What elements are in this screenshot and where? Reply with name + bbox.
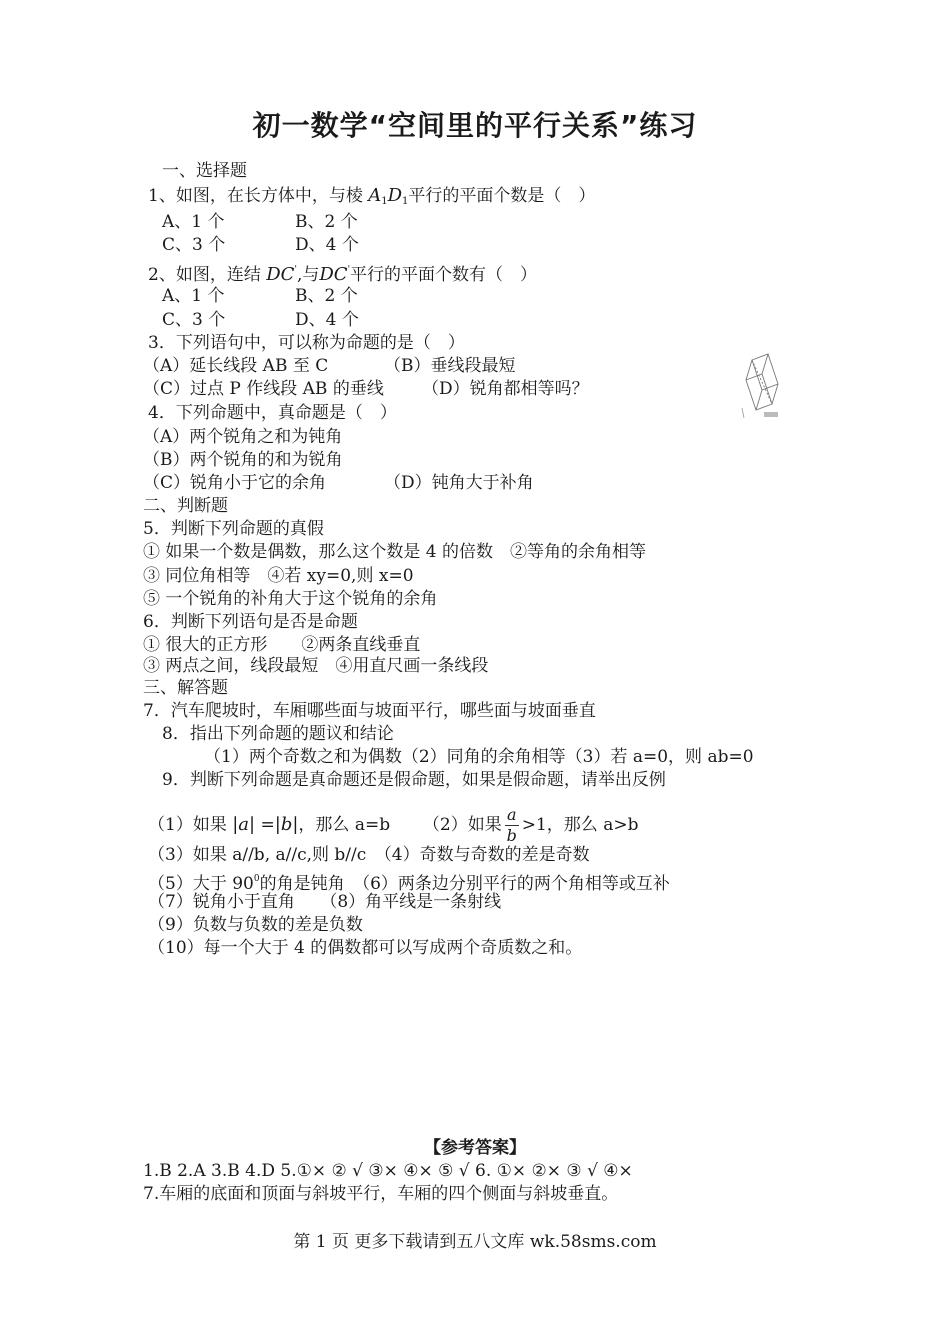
section-answer: 三、解答题 — [143, 678, 228, 698]
question-6-line-2: ③ 两点之间，线段最短 ④用直尺画一条线段 — [143, 656, 489, 676]
question-9-line-7: （10）每一个大于 4 的偶数都可以写成两个奇质数之和。 — [148, 938, 583, 958]
question-3-option-d: （D）锐角都相等吗？ — [422, 379, 589, 399]
answers-line-2: 7.车厢的底面和顶面与斜坡平行，车厢的四个侧面与斜坡垂直。 — [143, 1184, 619, 1204]
question-6: 6．判断下列语句是否是命题 — [143, 612, 358, 632]
question-5: 5．判断下列命题的真假 — [143, 519, 324, 539]
question-9-line-3: （3）如果 a//b, a//c,则 b//c （4）奇数与奇数的差是奇数 — [148, 845, 590, 865]
question-7: 7．汽车爬坡时，车厢哪些面与坡面平行，哪些面与坡面垂直 — [143, 701, 596, 721]
section-judgement: 二、判断题 — [143, 496, 228, 516]
question-1-option-c: C、3 个 — [162, 235, 226, 255]
question-3-option-c: （C）过点 P 作线段 AB 的垂线 — [143, 379, 384, 399]
question-5-line-1: ① 如果一个数是偶数，那么这个数是 4 的倍数 ②等角的余角相等 — [143, 542, 647, 562]
question-9-line-6: （9）负数与负数的差是负数 — [148, 915, 363, 935]
answers-line-1: 1.B 2.A 3.B 4.D 5.①× ② √ ③× ④× ⑤ √ 6. ①× ②× ③ √ ④× — [143, 1161, 633, 1181]
question-2: 2、如图，连结 DC',与DC'平行的平面个数有（ ） — [148, 264, 538, 285]
question-3-option-b: （B）垂线段最短 — [384, 356, 516, 376]
question-1: 1、如图，在长方体中，与棱 $A_1D_1$平行的平面个数是（ ） — [148, 185, 596, 207]
question-8: 8．指出下列命题的题议和结论 — [162, 724, 394, 744]
question-2-option-a: A、1 个 — [162, 286, 225, 306]
question-1-option-a: A、1 个 — [162, 212, 225, 232]
question-4-option-b: （B）两个锐角的和为锐角 — [143, 450, 343, 470]
question-6-line-1: ① 很大的正方形 ②两条直线垂直 — [143, 635, 421, 655]
question-1-option-d: D、4 个 — [295, 235, 359, 255]
question-4: 4．下列命题中，真命题是（ ） — [148, 403, 397, 423]
question-4-option-c: （C）锐角小于它的余角 — [143, 473, 327, 493]
question-5-line-3: ⑤ 一个锐角的补角大于这个锐角的余角 — [143, 589, 438, 609]
question-9-line-4: （5）大于 $90^0$的角是钝角 （6）两条边分别平行的两个角相等或互补 — [148, 874, 670, 894]
question-1-option-b: B、2 个 — [295, 212, 358, 232]
question-5-line-2: ③ 同位角相等 ④若 xy=0,则 x=0 — [143, 566, 414, 586]
question-4-option-d: （D）钝角大于补角 — [384, 473, 534, 493]
page-footer: 第 1 页 更多下载请到五八文库 wk.58sms.com — [293, 1232, 657, 1252]
page-title: 初一数学“空间里的平行关系”练习 — [252, 109, 698, 142]
answers-heading: 【参考答案】 — [424, 1138, 526, 1158]
fraction-a-over-b: $\frac{a}{b}$ — [506, 805, 517, 845]
section-choice: 一、选择题 — [162, 161, 247, 181]
question-8-items: （1）两个奇数之和为偶数（2）同角的余角相等（3）若 a=0，则 ab=0 — [204, 747, 754, 767]
question-2-option-b: B、2 个 — [295, 286, 358, 306]
question-4-option-a: （A）两个锐角之和为钝角 — [143, 427, 343, 447]
cuboid-figure — [738, 350, 784, 420]
question-3-option-a: （A）延长线段 AB 至 C — [143, 356, 329, 376]
question-9-items-1-2: （1）如果 |a| =|b|，那么 a=b （2）如果 $\frac{a}{b}$ >1，那么 a>b — [148, 805, 639, 845]
question-2-option-d: D、4 个 — [295, 310, 359, 330]
question-9: 9．判断下列命题是真命题还是假命题，如果是假命题，请举出反例 — [162, 770, 666, 790]
question-3: 3．下列语句中，可以称为命题的是（ ） — [148, 333, 465, 353]
question-9-line-5: （7）锐角小于直角 （8）角平线是一条射线 — [148, 892, 502, 912]
question-2-option-c: C、3 个 — [162, 310, 226, 330]
